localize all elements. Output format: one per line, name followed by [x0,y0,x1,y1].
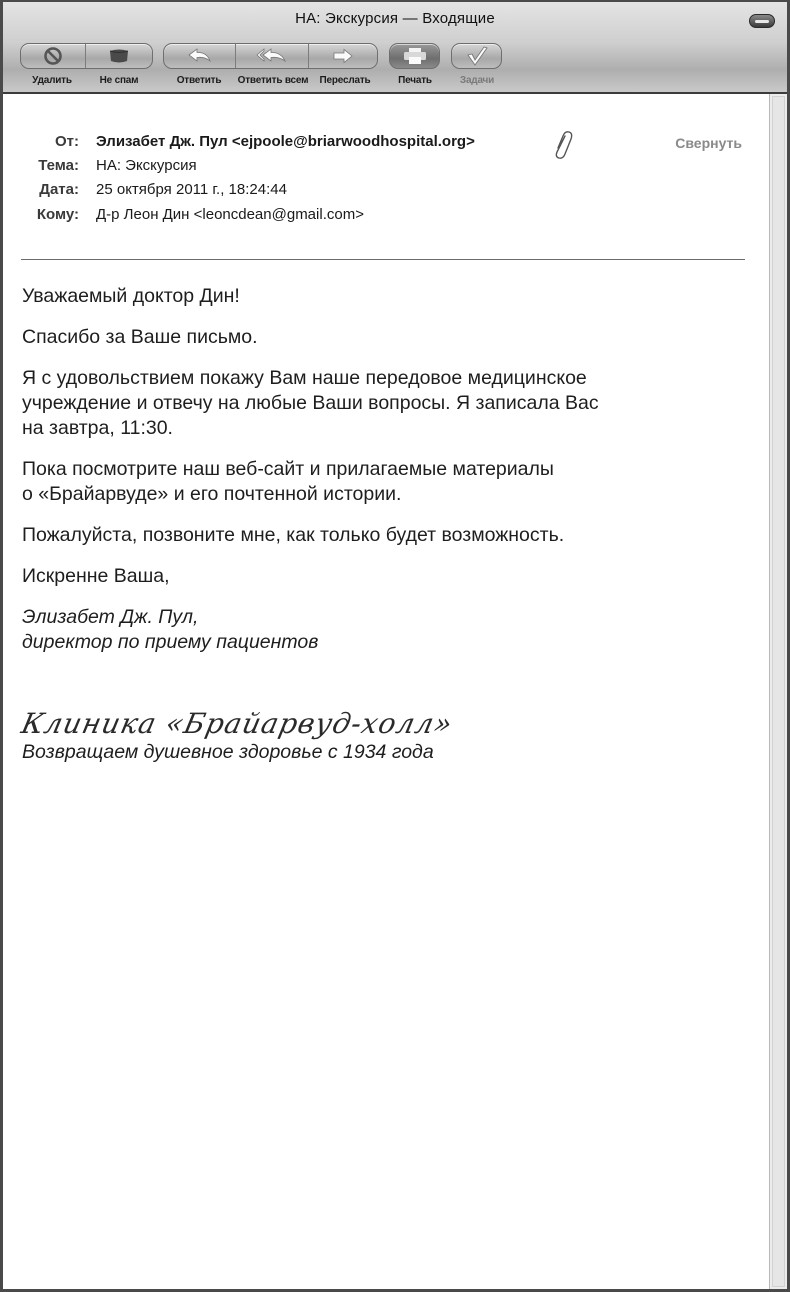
signature-name: Элизабет Дж. Пул, [22,606,199,628]
delete-icon [43,46,63,66]
closing: Искренне Ваша, [22,565,170,587]
paragraph-3 [22,457,742,507]
print-icon [402,47,428,65]
reply-group [163,43,378,69]
greeting: Уважаемый доктор Дин! [22,285,240,307]
todo-label: Задачи [459,75,495,86]
signature-title: директор по приему пациентов [22,631,319,653]
from-label: От: [54,133,79,150]
forward-label: Переслать [319,75,371,86]
title-bar [3,2,787,94]
clinic-motto: Возвращаем душевное здоровье с 1934 года [22,741,434,763]
reply-label: Ответить [176,75,222,86]
reply-button[interactable] [164,44,236,68]
clinic-logo-script: Клиника «Брайарвуд-холл» [18,707,456,740]
subject-value: НА: Экскурсия [96,157,197,174]
paperclip-icon[interactable] [552,130,574,160]
signature [22,605,742,655]
paragraph-4: Пожалуйста, позвоните мне, как только будет возможность. [22,524,565,546]
todo-group [451,43,502,69]
forward-button[interactable] [309,44,377,68]
reply-all-label: Ответить всем [237,75,309,86]
paragraph-2-line-3: на завтра, 11:30. [22,417,173,439]
subject-label: Тема: [38,157,79,174]
vertical-scrollbar[interactable] [769,94,787,1289]
collapse-link[interactable]: Свернуть [675,135,742,151]
header-divider [21,259,745,260]
reply-all-icon [256,48,288,64]
print-label: Печать [398,75,432,86]
message-body [18,284,742,765]
not-junk-icon [108,48,130,64]
not-junk-button[interactable] [86,44,152,68]
paragraph-3-line-2: о «Брайарвуде» и его почтенной истории. [22,483,402,505]
window-title: НА: Экскурсия — Входящие [295,10,495,27]
reply-all-button[interactable] [236,44,308,68]
todo-button[interactable] [452,44,501,68]
print-group [389,43,440,69]
to-value[interactable]: Д-р Леон Дин <leoncdean@gmail.com> [96,206,364,223]
date-value: 25 октября 2011 г., 18:24:44 [96,181,287,198]
delete-label: Удалить [32,75,72,86]
paragraph-2 [22,366,742,441]
forward-icon [331,48,355,64]
reply-icon [187,48,213,64]
print-button[interactable] [390,44,439,68]
paragraph-3-line-1: Пока посмотрите наш веб-сайт и прилагаемые материалы [22,458,554,480]
from-value[interactable]: Элизабет Дж. Пул <ejpoole@briarwoodhospital.org> [96,133,475,150]
not-junk-label: Не спам [99,75,139,86]
todo-icon [465,46,489,66]
paragraph-2-line-1: Я с удовольствием покажу Вам наше передовое медицинское [22,367,587,389]
paragraph-2-line-2: учреждение и отвечу на любые Ваши вопросы. Я записала Вас [22,392,599,414]
to-label: Кому: [36,206,79,223]
delete-button[interactable] [21,44,86,68]
paragraph-1: Спасибо за Ваше письмо. [22,326,258,348]
toolbar-toggle-button[interactable] [749,14,775,28]
date-label: Дата: [39,181,79,198]
toolbar [3,42,787,90]
delete-junk-group [20,43,153,69]
message-view [3,94,769,1289]
